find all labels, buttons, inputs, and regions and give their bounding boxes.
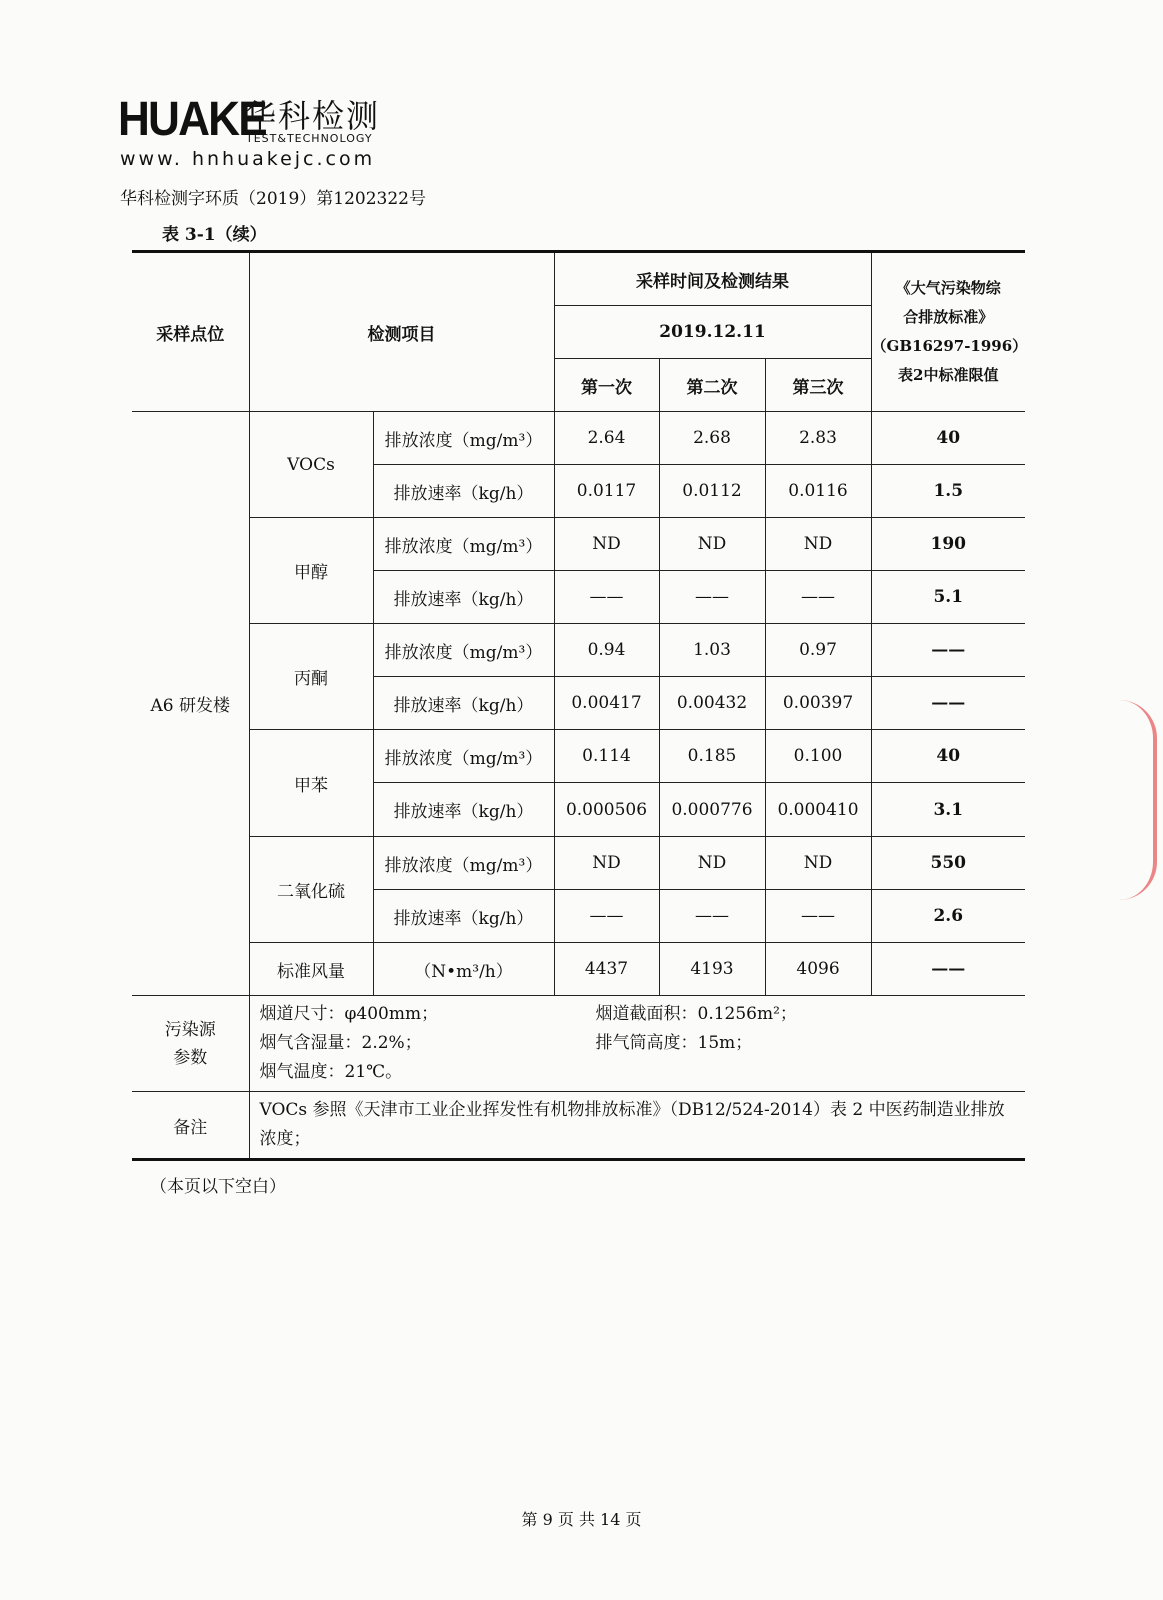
header-standard: 《大气污染物综 合排放标准》 （GB16297-1996） 表2中标准限值 bbox=[871, 252, 1025, 412]
param-cell: 排放速率（kg/h） bbox=[373, 890, 554, 943]
pollutant-cell: 甲醇 bbox=[249, 518, 373, 624]
airflow-unit: （N•m³/h） bbox=[373, 943, 554, 996]
value-cell: 0.000506 bbox=[554, 783, 659, 837]
logo-mark: HUAKE bbox=[118, 93, 266, 146]
airflow-label: 标准风量 bbox=[249, 943, 373, 996]
stack-height: 排气筒高度：15m； bbox=[595, 1033, 753, 1053]
value-cell: ND bbox=[659, 837, 765, 890]
value-cell: 0.0117 bbox=[554, 465, 659, 518]
limit-cell: 550 bbox=[871, 837, 1025, 890]
param-cell: 排放浓度（mg/m³） bbox=[373, 837, 554, 890]
limit-cell: —— bbox=[871, 624, 1025, 677]
limit-cell: 40 bbox=[871, 412, 1025, 465]
value-cell: ND bbox=[554, 518, 659, 571]
value-cell: 4096 bbox=[765, 943, 871, 996]
limit-cell: 5.1 bbox=[871, 571, 1025, 624]
value-cell: 0.114 bbox=[554, 730, 659, 783]
table-caption: 表 3-1（续） bbox=[162, 225, 267, 245]
limit-cell: 190 bbox=[871, 518, 1025, 571]
limit-cell: 1.5 bbox=[871, 465, 1025, 518]
value-cell: 0.100 bbox=[765, 730, 871, 783]
logo-subtitle: TEST&TECHNOLOGY bbox=[246, 132, 373, 145]
source-params bbox=[249, 996, 1025, 1092]
value-cell: —— bbox=[554, 571, 659, 624]
param-cell: 排放浓度（mg/m³） bbox=[373, 412, 554, 465]
value-cell: 4193 bbox=[659, 943, 765, 996]
flue-size: 烟道尺寸：φ400mm； bbox=[259, 1004, 439, 1024]
value-cell: 0.000776 bbox=[659, 783, 765, 837]
value-cell: 2.68 bbox=[659, 412, 765, 465]
value-cell: —— bbox=[659, 571, 765, 624]
limit-cell: 2.6 bbox=[871, 890, 1025, 943]
value-cell: ND bbox=[765, 518, 871, 571]
pollutant-cell: 甲苯 bbox=[249, 730, 373, 837]
logo-url: www. hnhuakejc.com bbox=[120, 148, 376, 170]
pollutant-cell: 二氧化硫 bbox=[249, 837, 373, 943]
value-cell: ND bbox=[765, 837, 871, 890]
remarks-text: VOCs 参照《天津市工业企业挥发性有机物排放标准》（DB12/524-2014）表 2 中医药制造业排放浓度； bbox=[249, 1092, 1025, 1160]
value-cell: 0.0112 bbox=[659, 465, 765, 518]
value-cell: 4437 bbox=[554, 943, 659, 996]
value-cell: —— bbox=[765, 890, 871, 943]
header-results: 采样时间及检测结果 bbox=[554, 252, 871, 306]
seal-stamp-edge bbox=[1119, 700, 1157, 900]
value-cell: 0.000410 bbox=[765, 783, 871, 837]
header-item: 检测项目 bbox=[249, 252, 554, 412]
value-cell: 0.97 bbox=[765, 624, 871, 677]
header-date: 2019.12.11 bbox=[554, 306, 871, 359]
value-cell: 0.185 bbox=[659, 730, 765, 783]
limit-cell: —— bbox=[871, 677, 1025, 730]
param-cell: 排放速率（kg/h） bbox=[373, 783, 554, 837]
page-number: 第 9 页 共 14 页 bbox=[521, 1510, 642, 1529]
moisture: 烟气含湿量：2.2%； bbox=[259, 1033, 422, 1053]
company-logo bbox=[118, 92, 418, 174]
results-table bbox=[132, 250, 1028, 1161]
param-cell: 排放速率（kg/h） bbox=[373, 677, 554, 730]
pollutant-cell: 丙酮 bbox=[249, 624, 373, 730]
value-cell: —— bbox=[659, 890, 765, 943]
site-cell: A6 研发楼 bbox=[132, 412, 249, 996]
param-cell: 排放浓度（mg/m³） bbox=[373, 518, 554, 571]
limit-cell: —— bbox=[871, 943, 1025, 996]
header-run-2: 第二次 bbox=[659, 359, 765, 412]
value-cell: 0.00397 bbox=[765, 677, 871, 730]
value-cell: 2.83 bbox=[765, 412, 871, 465]
value-cell: —— bbox=[554, 890, 659, 943]
remarks-label: 备注 bbox=[132, 1092, 249, 1160]
value-cell: 0.00432 bbox=[659, 677, 765, 730]
value-cell: —— bbox=[765, 571, 871, 624]
value-cell: ND bbox=[659, 518, 765, 571]
header-site: 采样点位 bbox=[132, 252, 249, 412]
param-cell: 排放速率（kg/h） bbox=[373, 571, 554, 624]
logo-chinese-name: 华科检测 bbox=[244, 97, 381, 135]
value-cell: 2.64 bbox=[554, 412, 659, 465]
value-cell: 0.00417 bbox=[554, 677, 659, 730]
limit-cell: 3.1 bbox=[871, 783, 1025, 837]
value-cell: 0.94 bbox=[554, 624, 659, 677]
param-cell: 排放浓度（mg/m³） bbox=[373, 624, 554, 677]
value-cell: 1.03 bbox=[659, 624, 765, 677]
flue-temperature: 烟气温度：21℃。 bbox=[259, 1062, 403, 1082]
value-cell: ND bbox=[554, 837, 659, 890]
param-cell: 排放速率（kg/h） bbox=[373, 465, 554, 518]
report-number: 华科检测字环质（2019）第1202322号 bbox=[120, 189, 426, 209]
header-run-3: 第三次 bbox=[765, 359, 871, 412]
pollutant-cell: VOCs bbox=[249, 412, 373, 518]
flue-area: 烟道截面积：0.1256m²； bbox=[595, 1004, 797, 1024]
blank-note: （本页以下空白） bbox=[150, 1177, 286, 1197]
value-cell: 0.0116 bbox=[765, 465, 871, 518]
source-params-label: 污染源 参数 bbox=[132, 996, 249, 1092]
limit-cell: 40 bbox=[871, 730, 1025, 783]
header-run-1: 第一次 bbox=[554, 359, 659, 412]
param-cell: 排放浓度（mg/m³） bbox=[373, 730, 554, 783]
